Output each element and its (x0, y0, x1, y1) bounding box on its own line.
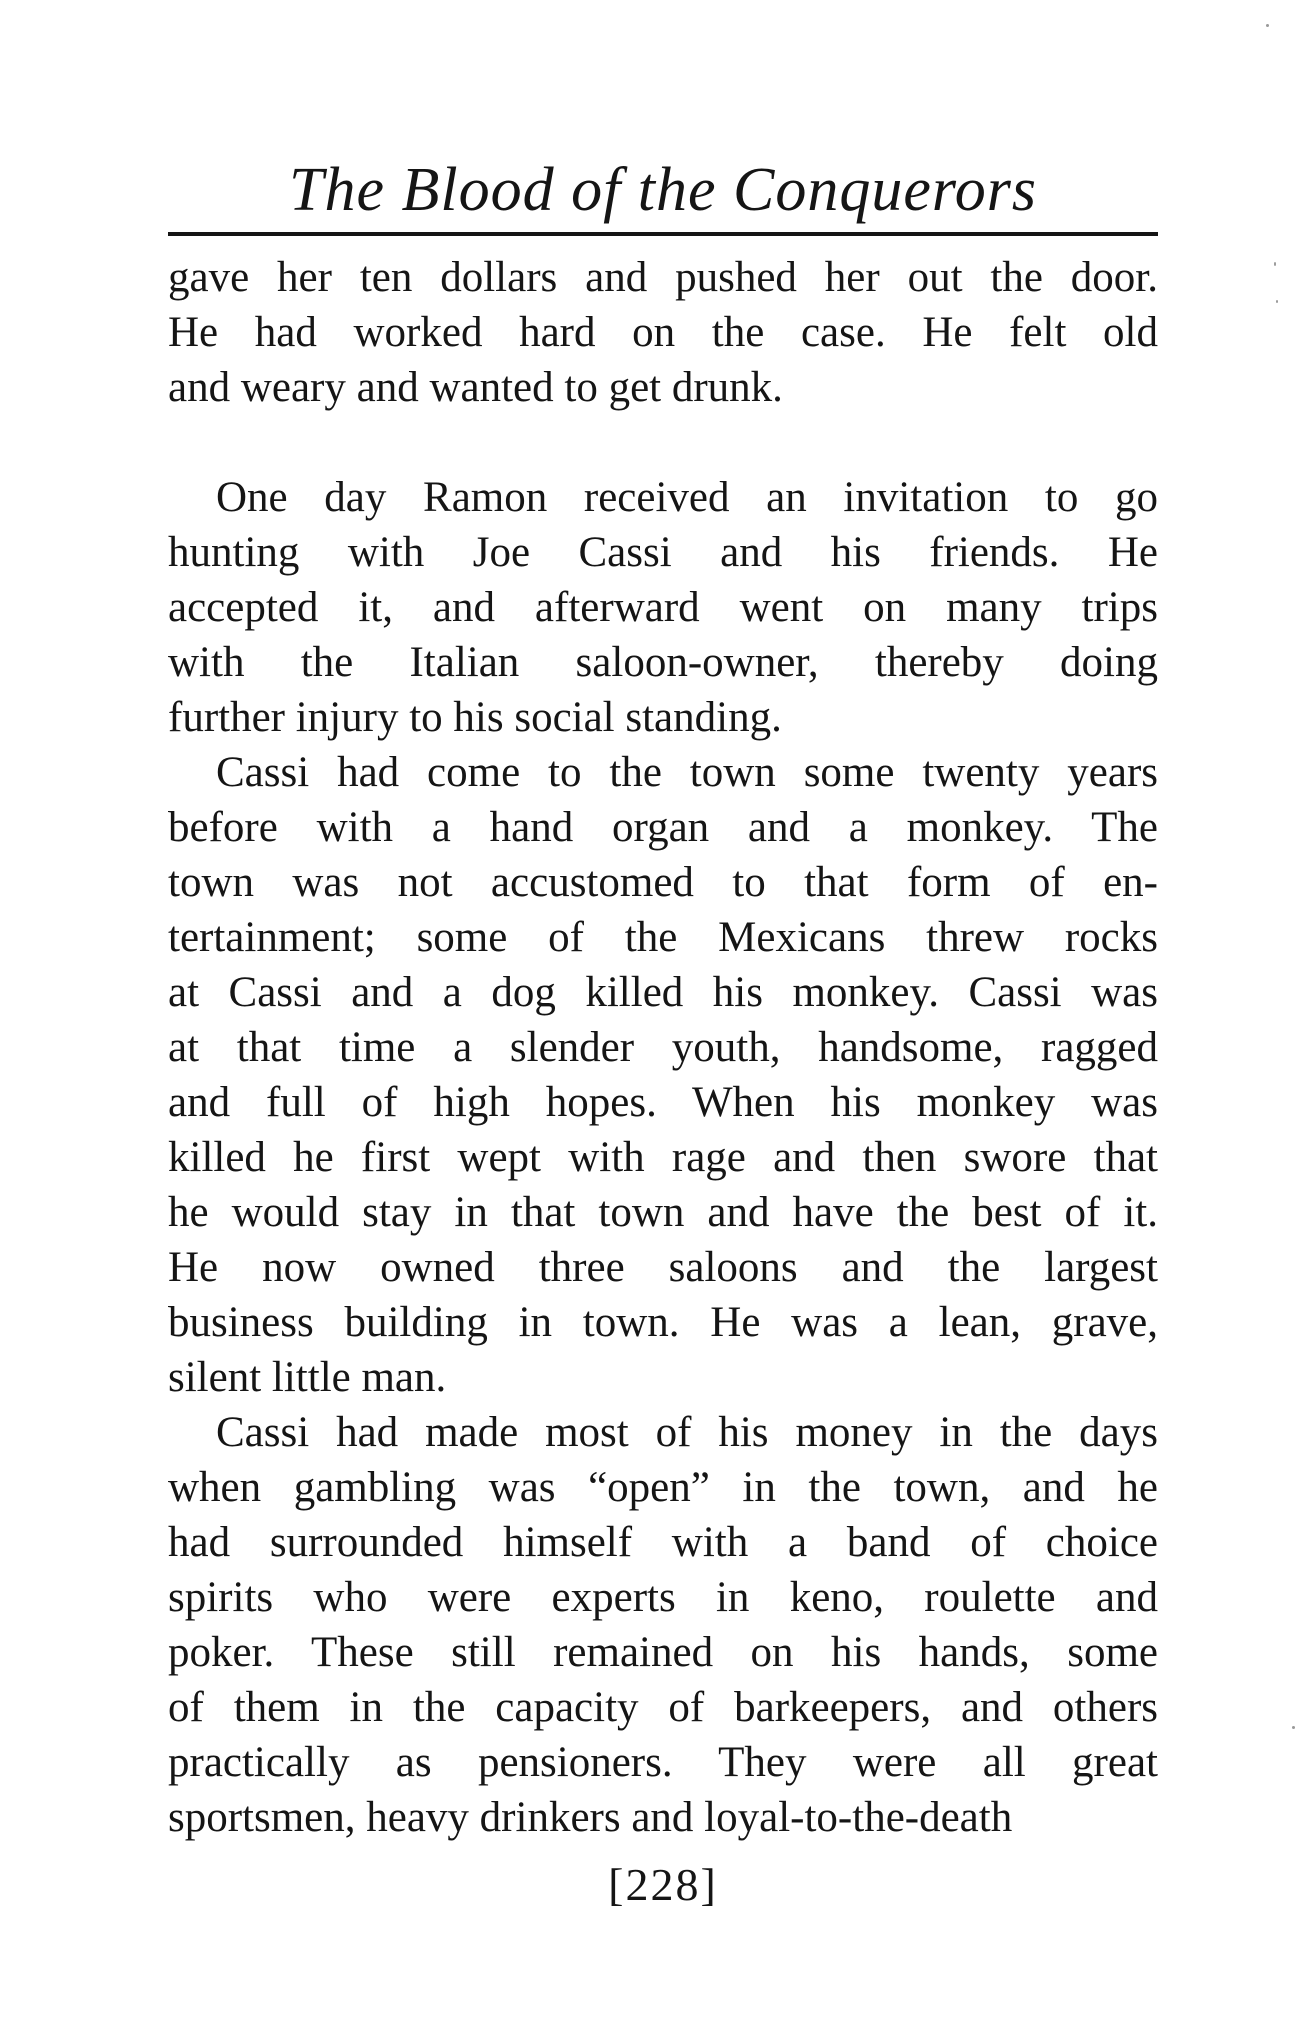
text-line: Cassi had come to the town some twenty years (216, 749, 1158, 796)
text-line: spirits who were experts in keno, roulette and (168, 1574, 1158, 1621)
header-rule (168, 232, 1158, 236)
paragraph (168, 250, 1158, 415)
paper-speck (1274, 262, 1276, 266)
paper-speck (1276, 300, 1278, 303)
text-line: One day Ramon received an invitation to go (216, 474, 1158, 521)
text-line: tertainment; some of the Mexicans threw rocks (168, 914, 1158, 961)
text-line: and full of high hopes. When his monkey was (168, 1079, 1158, 1126)
paragraph-gap (168, 415, 1158, 470)
text-line: poker. These still remained on his hands, some (168, 1629, 1158, 1676)
text-line: and weary and wanted to get drunk. (168, 364, 783, 411)
paper-speck (1266, 24, 1269, 27)
running-title: The Blood of the Conquerors (288, 156, 1038, 224)
body-text (168, 250, 1158, 1845)
text-line: when gambling was “open” in the town, and he (168, 1464, 1158, 1511)
text-line: he would stay in that town and have the best of it. (168, 1189, 1158, 1236)
text-line: business building in town. He was a lean, grave, (168, 1299, 1158, 1346)
text-line: He had worked hard on the case. He felt old (168, 309, 1158, 356)
text-line: practically as pensioners. They were all great (168, 1739, 1158, 1786)
text-line: at Cassi and a dog killed his monkey. Cassi was (168, 969, 1158, 1016)
text-line: hunting with Joe Cassi and his friends. He (168, 529, 1158, 576)
text-line: killed he first wept with rage and then swore that (168, 1134, 1158, 1181)
book-page (168, 0, 1158, 2022)
page-number: [228] (608, 1859, 718, 1910)
text-line: before with a hand organ and a monkey. The (168, 804, 1158, 851)
text-line: He now owned three saloons and the largest (168, 1244, 1158, 1291)
text-line: accepted it, and afterward went on many trips (168, 584, 1158, 631)
text-line: Cassi had made most of his money in the days (216, 1409, 1158, 1456)
paragraph (168, 1405, 1158, 1845)
paragraph (168, 470, 1158, 745)
text-line: had surrounded himself with a band of choice (168, 1519, 1158, 1566)
paper-speck (1292, 1726, 1295, 1729)
text-line: further injury to his social standing. (168, 694, 782, 741)
text-line: town was not accustomed to that form of en- (168, 859, 1158, 906)
text-line: at that time a slender youth, handsome, ragged (168, 1024, 1158, 1071)
text-line: with the Italian saloon-owner, thereby doing (168, 639, 1158, 686)
text-line: of them in the capacity of barkeepers, and others (168, 1684, 1158, 1731)
paragraph (168, 745, 1158, 1405)
text-line: sportsmen, heavy drinkers and loyal-to-the-death (168, 1794, 1013, 1841)
text-line: silent little man. (168, 1354, 447, 1401)
text-line: gave her ten dollars and pushed her out the door. (168, 254, 1158, 301)
